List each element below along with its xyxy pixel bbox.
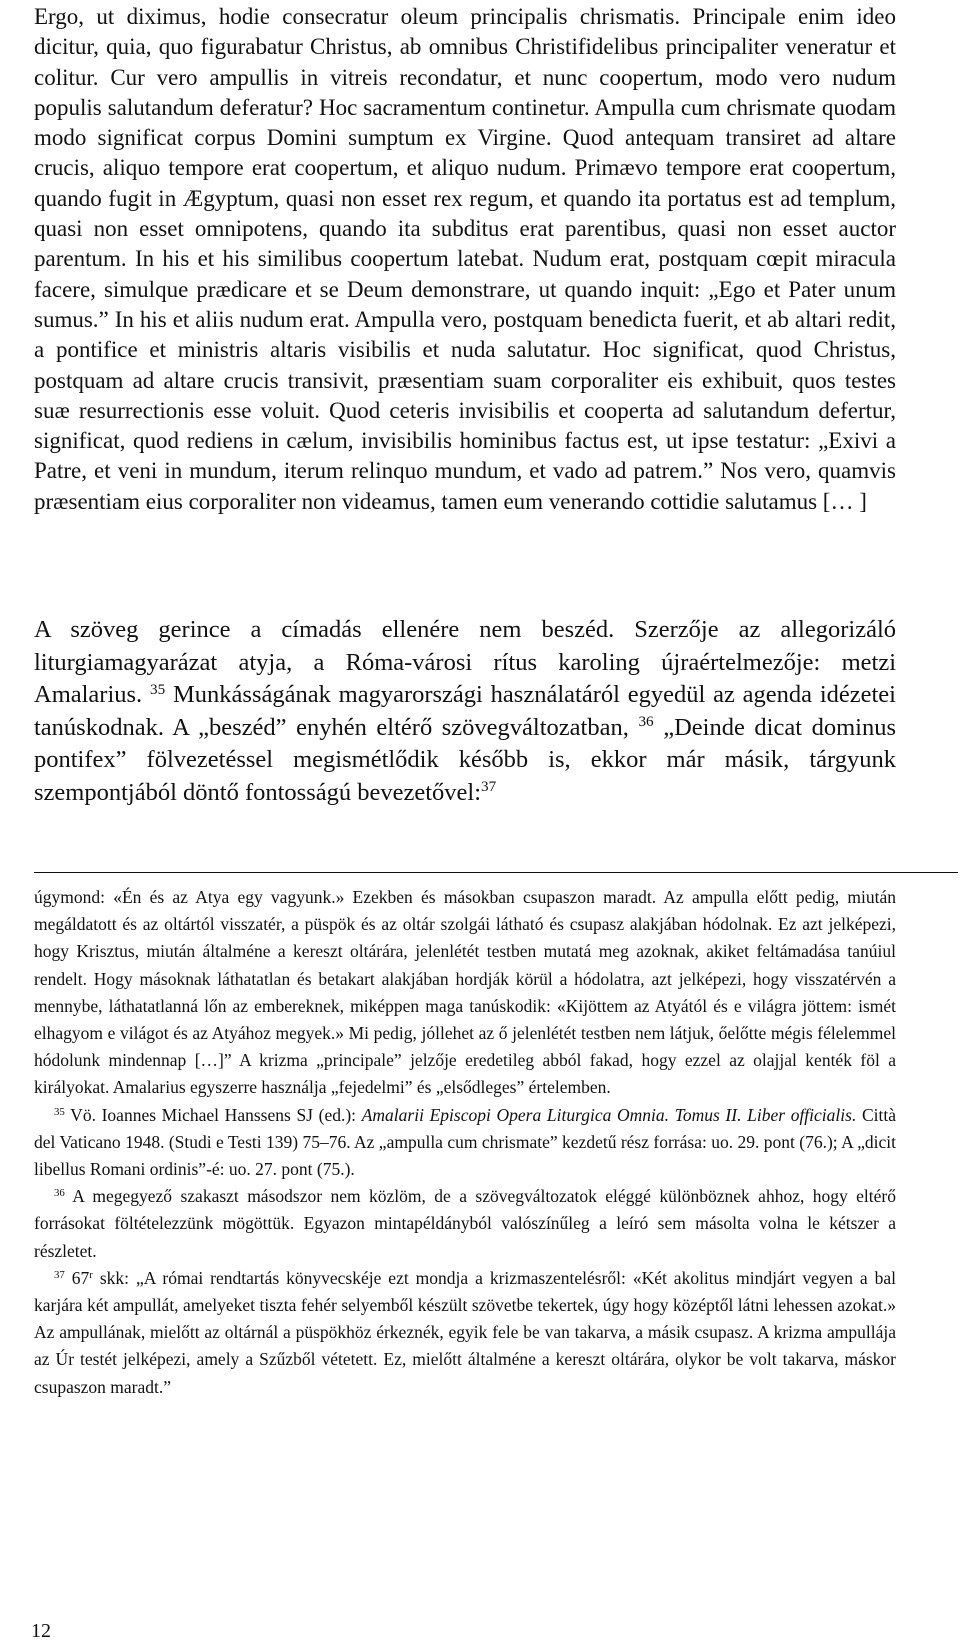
latin-quote-text: Ergo, ut diximus, hodie consecratur oleum principalis chrismatis. Principale enim ideo dicitur, quia, quo figurabatur Christus, ab omnibus Christifidelibus principaliter veneratur et colitur. Cur vero ampullis in vitreis recondatur, et nunc coopertum, modo vero nudum populis salutandum deferatur? Hoc sacramentum continetur. Ampulla cum chrismate quodam modo significat corpus Domini sumptum ex Virgine. Quod antequam transiret ad altare crucis, aliquo tempore erat coopertum, et aliquo nudum. Primævo tempore erat coopertum, quando fugit in Ægyptum, quasi non esset rex regum, et quando ita portatus est ad templum, quasi non esset omnipotens, quando ita subditus erat parentibus, quasi non esset auctor parentum. In his et his similibus coopertum latebat. Nudum erat, postquam cœpit miracula facere, simulque prædicare et se Deum demonstrare, ut quando inquit: „Ego et Pater unum sumus.” In his et aliis nudum erat. Ampulla vero, postquam benedicta fuerit, et ab altari redit, a pontifice et ministris altaris visibilis et nuda salutatur. Hoc significat, quod Christus, postquam ad altare crucis transivit, præsentiam suam corporaliter eis exhibuit, quos testes suæ resurrectionis esse voluit. Quod ceteris invisibilis et cooperta ad salutandum defertur, significat, quod rediens in cælum, invisibilis hominibus factus est, ut ipse testatur: „Exivi a Patre, et veni in mundum, iterum relinquo mundum, et vado ad patrem.” Nos vero, quamvis præsentiam eius corporaliter non videamus, tamen eum venerando cottidie salutamus [… ] [34,4,896,514]
footnote-37-number: 37 [54,1268,65,1281]
footnote-37-text: skk: „A római rendtartás könyvecskéje ezt mondja a krizmaszentelésről: «Két akolitus mindjárt vegyen a bal karjára két ampullát, amelyeket tiszta fehér selyemből készült szövetbe tekertek, úgy hogy középtől látni lehessen azokat.» Az ampullának, mielőtt az oltárnál a püspökhöz érkeznék, egyik fele be van takarva, a másik csupasz. A krizma ampullája az Úr testét jelképezi, amely a Szűzből vétetett. Ez, mielőtt általméne a kereszt oltárára, olykor be volt takarva, máskor csupaszon maradt.” [34,1267,896,1397]
footnote-36-number: 36 [54,1187,65,1200]
footnote-37-pre: 67 [64,1267,90,1288]
main-paragraph-part-2: Munkásságának magyarországi használatáról egyedül az agenda idézetei tanúskodnak. A „beszéd” enyhén eltérő szövegváltozatban, [34,681,896,741]
footnotes [34,884,896,1401]
page-number: 12 [31,1620,51,1642]
footnote-36-text: A megegyező szakaszt másodszor nem közlöm, de a szövegváltozatok eléggé különböznek ahhoz, hogy eltérő forrásokat föltételezzünk mögöttük. Egyazon mintapéldányból valószínűleg a leíró sem másolta volna le kétszer a részletet. [34,1186,896,1261]
main-paragraph-part-1: A szöveg gerince a címadás ellenére nem beszéd. Szerzője az allegorizáló liturgiamagyarázat atyja, a Róma-városi rítus karoling újraértelmezője: metzi Amalarius. [34,616,896,708]
footnote-ref-37[interactable]: 37 [481,778,497,796]
latin-quote [34,2,896,517]
footnote-36 [34,1183,896,1265]
footnote-35-title: Amalarii Episcopi Opera Liturgica Omnia. Tomus II. Liber officialis. [361,1104,857,1125]
footnote-35-pre: Vö. Ioannes Michael Hanssens SJ (ed.): [64,1104,362,1125]
main-paragraph-part-3: „Deinde dicat dominus pontifex” fölvezetéssel megismétlődik később is, ekkor már másik, tárgyunk szempontjából döntő fontosságú bevezetővel: [34,713,896,806]
footnote-35 [34,1102,896,1184]
footnote-separator [34,872,958,873]
footnote-37 [34,1265,896,1401]
footnote-35-number: 35 [54,1105,65,1118]
main-paragraph [34,614,896,809]
footnote-continuation [34,884,896,1102]
footnote-35-post: Città del Vaticano 1948. (Studi e Testi 139) 75–76. Az „ampulla cum chrismate” kezdetű rész forrása: uo. 29. pont (76.); A „dicit libellus Romani ordinis”-é: uo. 27. pont (75.). [34,1104,897,1180]
footnote-continuation-text: úgymond: «Én és az Atya egy vagyunk.» Ezekben és másokban csupaszon maradt. Az ampulla előtt pedig, miután megáldatott és az oltártól visszatér, a püspök és az oltár szolgái látható és csupasz alakjában hódolnak. Ez azt jelképezi, hogy Krisztus, miután általméne a kereszt oltárára, jelenlétét testben mutatá meg azoknak, akiket feltámadása tanúiul rendelt. Hogy másoknak láthatatlan és betakart alakjában hordják körül a hódolatra, azt jelképezi, hogy visszatérvén a mennybe, láthatatlanná lőn az embereknek, miképpen maga tanúskodik: «Kijöttem az Atyától és e világra jöttem: ismét elhagyom e világot és az Atyához megyek.» Mi pedig, jóllehet az ő jelenlétét testben nem látjuk, őelőtte mégis félelemmel hódolunk mindennap […]” A krizma „principale” jelzője eredetileg abból fakad, hogy ezzel az olajjal kenték föl a királyokat. Amalarius egyszerre használja „fejedelmi” és „elsődleges” értelemben. [34,887,896,1098]
footnote-ref-35[interactable]: 35 [150,680,166,698]
footnote-ref-36[interactable]: 36 [638,713,654,731]
footnote-37-superscript: r [89,1268,93,1281]
